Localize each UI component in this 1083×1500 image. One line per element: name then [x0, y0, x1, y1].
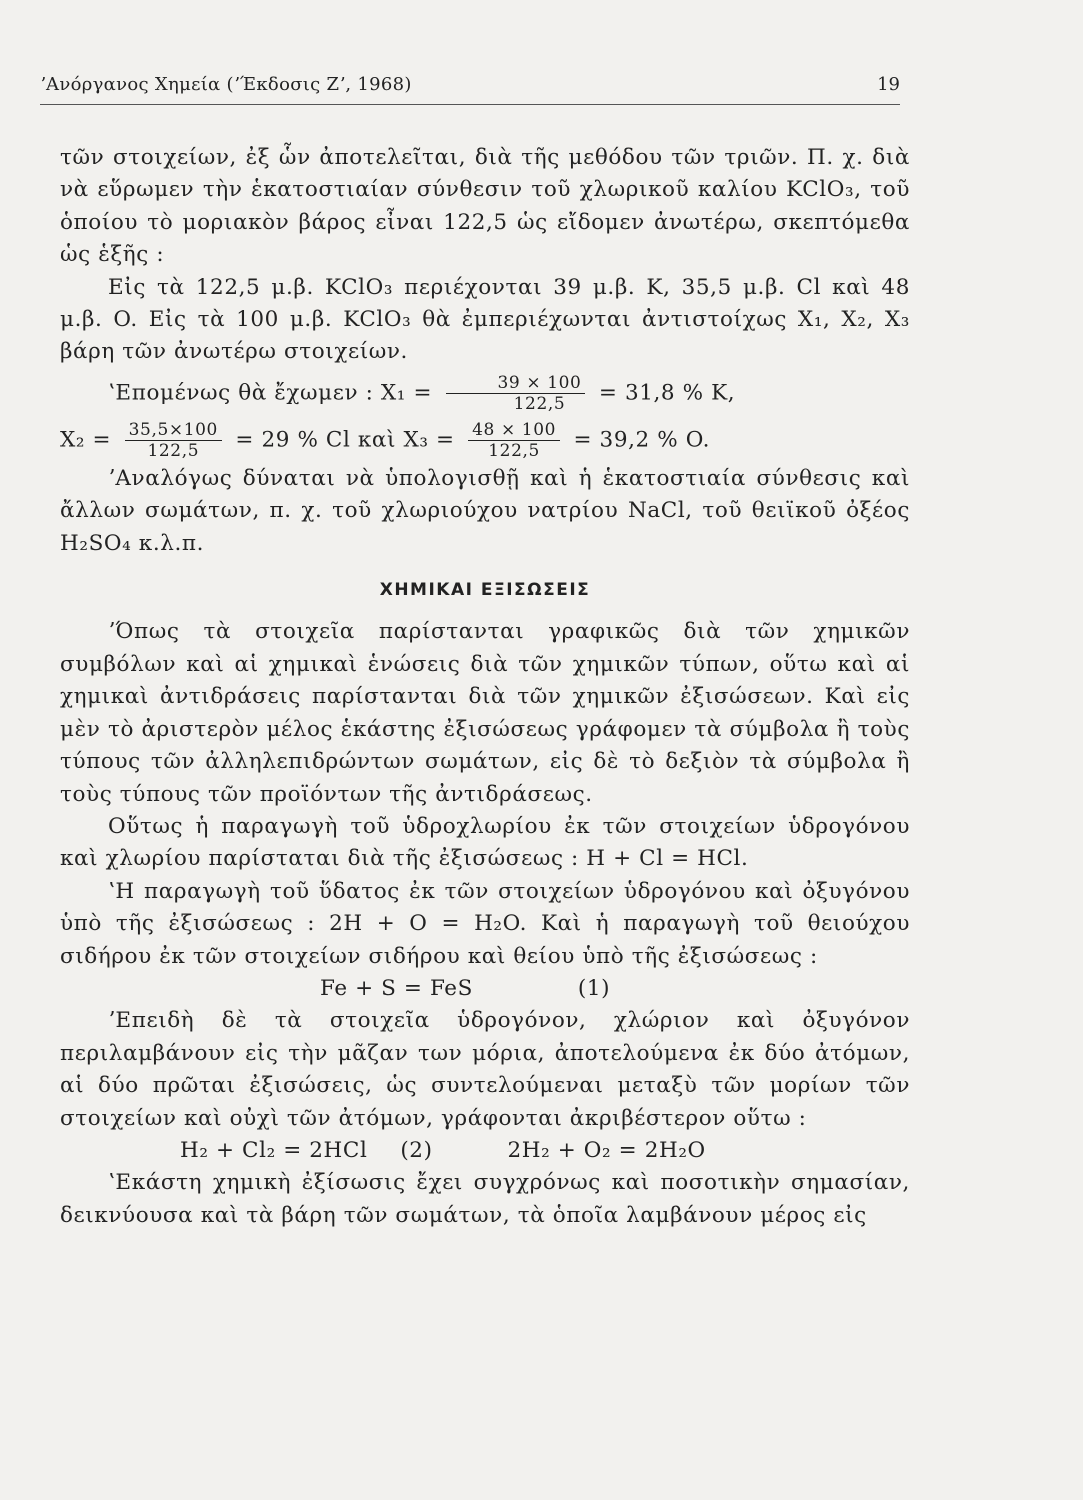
equation-1 [60, 973, 910, 1005]
equations-2-3 [60, 1135, 910, 1167]
paragraph-6: ʽΗ παραγωγὴ τοῦ ὕδατος ἐκ τῶν στοιχείων ὑδρογόνου καὶ ὀξυγόνου ὑπὸ τῆς ἐξισώσεως : 2H + O = H₂O. Καὶ ἡ παραγωγὴ τοῦ θειούχου σιδήρου ἐκ τῶν στοιχείων σιδήρου καὶ θείου ὑπὸ τῆς ἐξισώσεως : [60, 878, 910, 969]
header-rule [40, 104, 900, 105]
paragraph-3: ʼΑναλόγως δύναται νὰ ὑπολογισθῇ καὶ ἡ ἑκατοστιαία σύνθεσις καὶ ἄλλων σωμάτων, π. χ. τοῦ χλωριούχου νατρίου NaCl, τοῦ θειϊκοῦ ὀξέος H₂SO₄ κ.λ.π. [60, 465, 910, 556]
book-title: ʼΑνόργανος Χημεία (ʼΈκδοσις Ζʼ, 1968) [40, 74, 412, 95]
x1-label: X₁ = [380, 380, 433, 406]
equation-3-formula: 2H₂ + O₂ = 2H₂O [507, 1137, 706, 1163]
calc-x1-line [60, 373, 910, 414]
x3-fraction [468, 420, 560, 461]
running-header [40, 66, 900, 102]
calc-x2-x3-line [60, 420, 910, 461]
x2-fraction [125, 420, 222, 461]
page-number: 19 [877, 74, 900, 95]
paragraph-7: ʼΕπειδὴ δὲ τὰ στοιχεῖα ὑδρογόνον, χλώριον καὶ ὀξυγόνον περιλαμβάνουν εἰς τὴν μᾶζαν των μόρια, ἀποτελούμενα ἐκ δύο ἀτόμων, αἱ δύο πρῶται ἐξισώσεις, ὡς συντελούμεναι μεταξὺ τῶν μορίων τῶν στοιχείων καὶ οὐχὶ τῶν ἀτόμων, γράφονται ἀκριβέστερον οὕτω : [60, 1008, 910, 1131]
equation-1-number: (1) [577, 975, 611, 1001]
x3-result: = 39,2 % O. [573, 427, 711, 453]
equation-2-number: (2) [400, 1137, 433, 1163]
calc-intro: ʽΕπομένως θὰ ἔχωμεν : [108, 380, 374, 406]
x1-result: = 31,8 % K, [598, 380, 736, 406]
paragraph-8: ʽΕκάστη χημικὴ ἐξίσωσις ἔχει συγχρόνως καὶ ποσοτικὴν σημασίαν, δεικνύουσα καὶ τὰ βάρη τῶν σωμάτων, τὰ ὁποῖα λαμβάνουν μέρος εἰς [60, 1170, 910, 1228]
x2-denominator: 122,5 [147, 440, 200, 461]
x2-numerator: 35,5×100 [125, 420, 222, 441]
x1-denominator: 122,5 [513, 393, 566, 414]
paragraph-4: ʼΌπως τὰ στοιχεῖα παρίστανται γραφικῶς διὰ τῶν χημικῶν συμβόλων καὶ αἱ χημικαὶ ἑνώσεις διὰ τῶν χημικῶν τύπων, οὕτω καὶ αἱ χημικαὶ ἀντιδράσεις παρίστανται διὰ τῶν χημικῶν ἐξισώσεων. Καὶ εἰς μὲν τὸ ἀριστερὸν μέλος ἑκάστης ἐξισώσεως γράφομεν τὰ σύμβολα ἢ τοὺς τύπους τῶν ἀλληλεπιδρώντων σωμάτων, εἰς δὲ τὸ δεξιὸν τὰ σύμβολα ἢ τοὺς τύπους τῶν προϊόντων τῆς ἀντιδράσεως. [60, 619, 910, 807]
equation-2-formula: H₂ + Cl₂ = 2HCl [180, 1137, 368, 1163]
paragraph-1: τῶν στοιχείων, ἐξ ὧν ἀποτελεῖται, διὰ τῆς μεθόδου τῶν τριῶν. Π. χ. διὰ νὰ εὕρωμεν τὴν ἑκατοστιαίαν σύνθεσιν τοῦ χλωρικοῦ καλίου KClO₃, τοῦ ὁποίου τὸ μοριακὸν βάρος εἶναι 122,5 ὡς εἴδομεν ἀνωτέρω, σκεπτόμεθα ὡς ἑξῆς : [60, 145, 910, 268]
x3-numerator: 48 × 100 [468, 420, 560, 441]
x3-denominator: 122,5 [488, 440, 540, 461]
paragraph-5: Οὕτως ἡ παραγωγὴ τοῦ ὑδροχλωρίου ἐκ τῶν στοιχείων ὑδρογόνου καὶ χλωρίου παρίσταται διὰ τῆς ἐξισώσεως : H + Cl = HCl. [60, 813, 910, 872]
page-body [60, 142, 910, 1232]
x2-label: X₂ = [60, 427, 112, 453]
x2-result: = 29 % Cl καὶ [235, 427, 397, 453]
section-heading: ΧΗΜΙΚΑΙ ΕΞΙΣΩΣΕΙΣ [379, 580, 591, 601]
x1-numerator: 39 × 100 [446, 373, 586, 394]
paragraph-2: Εἰς τὰ 122,5 μ.β. KClO₃ περιέχονται 39 μ.β. K, 35,5 μ.β. Cl καὶ 48 μ.β. O. Εἰς τὰ 100 μ.β. KClO₃ θὰ ἐμπεριέχωνται ἀντιστοίχως X₁, X₂, X₃ βάρη τῶν ἀνωτέρω στοιχείων. [60, 274, 910, 365]
x1-fraction [446, 373, 586, 414]
x3-label: X₃ = [403, 427, 455, 453]
equation-1-formula: Fe + S = FeS [320, 975, 473, 1001]
